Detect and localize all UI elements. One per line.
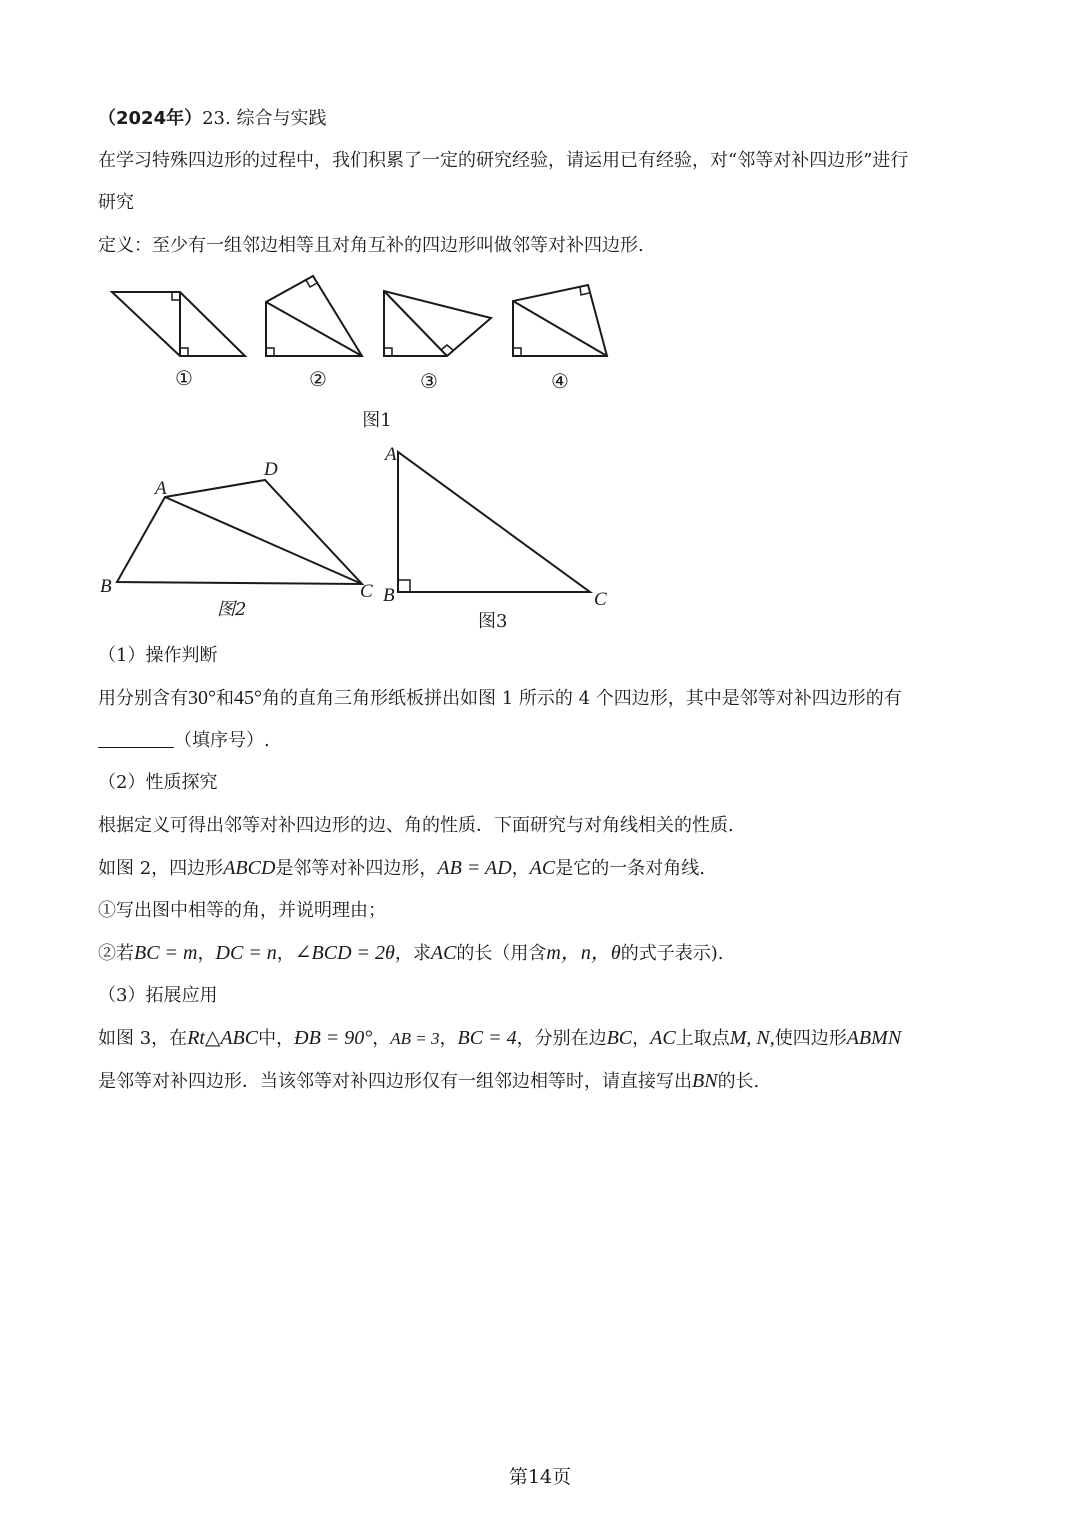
figures-2-3 xyxy=(0,440,1080,640)
figure-1-label-4: ④ xyxy=(551,371,569,393)
figure-1-label-1: ① xyxy=(175,368,193,390)
intro-line-2: 研究 xyxy=(98,192,134,213)
figure-3 xyxy=(383,444,607,632)
figure-2-caption: 图2 xyxy=(217,599,247,620)
text: ，分别在边 xyxy=(516,1028,607,1049)
text: 使四边形 xyxy=(774,1028,847,1049)
math-abcd: ABCD xyxy=(223,857,276,879)
text: 上取点 xyxy=(675,1028,730,1049)
part-3-line-2 xyxy=(98,1069,759,1094)
math-ab-eq-3: AB = 3 xyxy=(390,1029,440,1048)
page-number: 第14页 xyxy=(508,1466,572,1488)
definition: 定义：至少有一组邻边相等且对角互补的四边形叫做邻等对补四边形. xyxy=(98,235,644,256)
math-rt-triangle: Rt△ABC xyxy=(187,1027,259,1049)
part-2-heading: （2）性质探究 xyxy=(98,772,218,793)
math-ac: AC xyxy=(650,1027,676,1049)
fill-suffix: （填序号）. xyxy=(174,730,270,751)
part-2-line-1: 根据定义可得出邻等对补四边形的边、角的性质．下面研究与对角线相关的性质. xyxy=(98,815,734,836)
intro-line-1: 在学习特殊四边形的过程中，我们积累了一定的研究经验，请运用已有经验，对“邻等对补四边形”进行 xyxy=(98,150,909,171)
figure-1 xyxy=(0,0,1080,440)
year-tag: （2024年） xyxy=(98,108,203,129)
figure-2 xyxy=(100,459,373,620)
math-ab-eq-ad: AB = AD xyxy=(437,857,512,879)
figure-2-vertex-a: A xyxy=(155,478,167,499)
figure-1-caption: 图1 xyxy=(362,410,392,431)
part-1-text-c: 角的直角三角形纸板拼出如图 1 所示的 4 个四边形，其中是邻等对补四边形的有 xyxy=(262,688,902,709)
text: ②若 xyxy=(98,943,134,964)
text: ， xyxy=(197,943,216,964)
text: 中， xyxy=(258,1028,295,1049)
part-2-q1: ①写出图中相等的角，并说明理由； xyxy=(98,900,386,921)
text: ， xyxy=(276,943,295,964)
text: 的长（用含 xyxy=(456,943,547,964)
text: ，求 xyxy=(394,943,431,964)
quadrilateral-2 xyxy=(266,276,362,356)
angle-30: 30° xyxy=(188,687,216,709)
figure-3-vertex-a: A xyxy=(385,444,397,465)
figure-1-label-2: ② xyxy=(309,369,327,391)
text: 的式子表示). xyxy=(620,943,724,964)
math-ac: AC xyxy=(430,942,457,964)
math-vars: m，n，θ xyxy=(546,942,621,964)
text: 是它的一条对角线. xyxy=(555,858,705,879)
figure-2-vertex-c: C xyxy=(360,581,373,602)
quadrilateral-4 xyxy=(513,285,607,356)
figure-2-vertex-b: B xyxy=(100,576,112,597)
part-3-heading: （3）拓展应用 xyxy=(98,985,218,1006)
figure-3-vertex-c: C xyxy=(594,589,607,610)
part-3-line-1 xyxy=(98,1026,901,1051)
math-bc-eq-4: BC = 4 xyxy=(457,1027,517,1049)
text: ， xyxy=(632,1028,651,1049)
math-ac: AC xyxy=(529,857,556,879)
answer-blank[interactable] xyxy=(98,729,174,748)
text: ， xyxy=(372,1028,391,1049)
quadrilateral-1 xyxy=(112,292,245,356)
math-angle-b: ÐB = 90° xyxy=(294,1027,373,1049)
math-dc-eq-n: DC = n xyxy=(215,942,277,964)
math-angle-bcd: ∠BCD = 2θ xyxy=(294,942,395,964)
part-2-q2 xyxy=(98,941,723,966)
text: 如图 3，在 xyxy=(98,1028,188,1049)
quadrilateral-3 xyxy=(384,291,491,356)
part-1-answer-line xyxy=(98,729,270,753)
part-2-line-2 xyxy=(98,856,705,881)
math-points-mn: M, N, xyxy=(729,1027,775,1049)
text: ， xyxy=(511,858,530,879)
angle-45: 45° xyxy=(234,687,262,709)
figure-1-label-3: ③ xyxy=(420,371,438,393)
text: 是邻等对补四边形．当该邻等对补四边形仅有一组邻边相等时，请直接写出 xyxy=(98,1071,692,1092)
text: 是邻等对补四边形， xyxy=(275,858,438,879)
figure-2-vertex-d: D xyxy=(264,459,278,480)
math-bn: BN xyxy=(692,1070,718,1092)
text: 的长. xyxy=(717,1071,760,1092)
question-title: 23. 综合与实践 xyxy=(202,108,327,129)
text: ， xyxy=(439,1028,458,1049)
part-1-text-b: 和 xyxy=(216,688,234,709)
text: 如图 2，四边形 xyxy=(98,858,224,879)
math-bc-eq-m: BC = m xyxy=(134,942,198,964)
part-1-question xyxy=(98,686,902,711)
part-1-heading: （1）操作判断 xyxy=(98,645,218,666)
math-abmn: ABMN xyxy=(846,1027,902,1049)
figure-3-caption: 图3 xyxy=(478,611,508,632)
figure-3-vertex-b: B xyxy=(383,585,395,606)
math-bc: BC xyxy=(606,1027,633,1049)
part-1-text-a: 用分别含有 xyxy=(98,688,188,709)
